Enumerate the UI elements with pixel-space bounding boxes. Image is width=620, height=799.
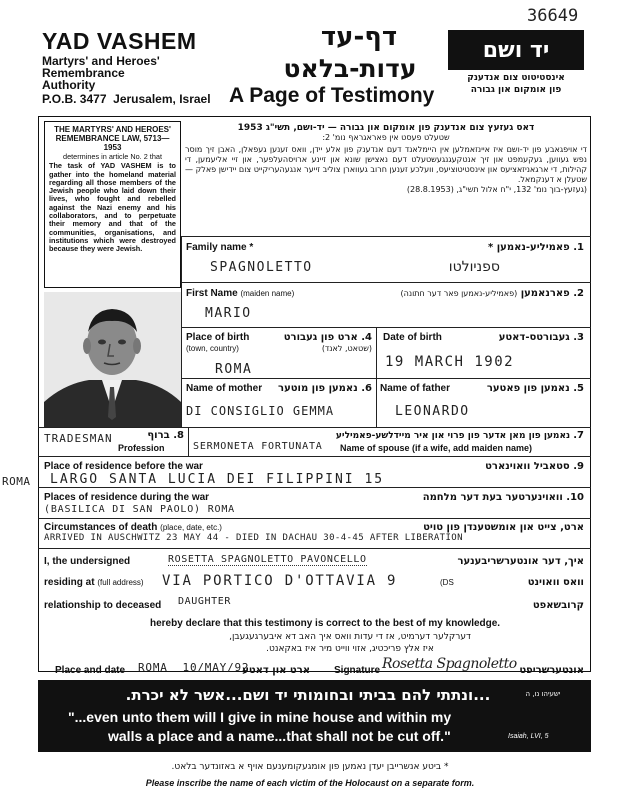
residence-before-heb-text: סטאביל וואוינארט <box>485 461 570 472</box>
undersigned-value[interactable]: ROSETTA SPAGNOLETTO PAVONCELLO <box>168 554 367 565</box>
spouse-label: Name of spouse (if a wife, add maiden name) <box>340 443 533 453</box>
hebrew-title-1: דף-עד <box>320 22 398 52</box>
footer-en: Please inscribe the name of each victim of the Holocaust on a separate form. <box>145 778 475 788</box>
banner-english-line-1: "...even unto them will I give in mine house and within my <box>68 709 452 725</box>
spouse-heb <box>290 430 584 441</box>
hebrew-law-footer: (געזעץ-בוך נומ' 132, י"ח אלול תשי"ג, (28.8.1953) <box>406 185 587 194</box>
family-name-label: Family name * <box>186 242 254 253</box>
hebrew-law <box>185 123 587 195</box>
declaration-en: hereby declare that this testimony is correct to the best of my knowledge. <box>150 618 501 629</box>
father-heb <box>480 383 584 394</box>
circumstances-label <box>44 522 222 533</box>
residence-during-heb <box>400 492 584 503</box>
victim-photo <box>44 292 181 427</box>
footer-heb: * ביטע אנשרייבן יעדן נאמען פון אומגעקומענעם אויף א באזונדער בלאט. <box>171 762 449 772</box>
law-title: THE MARTYRS' AND HEROES' REMEMBRANCE LAW, 5713—1953 <box>54 125 171 152</box>
field-number: 4. <box>361 332 372 343</box>
subtitle-line: Martyrs' and Heroes' <box>42 54 160 68</box>
undersigned-label: I, the undersigned <box>44 556 131 567</box>
place-of-birth-heb-small: (שטאט, לאנד) <box>321 344 372 353</box>
place-of-birth-label <box>186 332 249 354</box>
profession-heb-text: ברוף <box>147 430 170 441</box>
place-of-birth-text: Place of birth <box>186 332 250 343</box>
profession-value[interactable]: TRADESMAN <box>44 432 113 445</box>
town-country-note: (town, country) <box>186 344 239 353</box>
relationship-heb: קרובשאפט <box>532 600 584 611</box>
place-of-birth-heb-text: ארט פון געבורט <box>283 332 358 343</box>
yad-vashem-logo <box>448 30 584 70</box>
date-of-birth-heb <box>470 332 584 343</box>
maiden-name-note: (maiden name) <box>240 289 295 298</box>
margin-note-roma: ROMA <box>2 475 31 488</box>
portrait-image <box>44 292 181 427</box>
full-address-note: (full address) <box>97 578 144 587</box>
subtitle-line: Authority <box>42 78 96 92</box>
field-number: 8. <box>173 430 184 441</box>
page-title: A Page of Testimony <box>229 84 435 107</box>
residing-suffix: (DS <box>440 578 454 587</box>
residing-text: residing at <box>44 577 95 588</box>
first-name-heb: פארנאמען <box>520 288 570 299</box>
org-subtitle <box>42 55 160 91</box>
declaration-heb-2: איז אלץ פריכטיג, אזוי ווייט מיר איז באקאנט. <box>266 644 434 654</box>
circumstances-heb: ארט, צייט און אומשטענדן פון טויט <box>423 522 584 533</box>
hebrew-law-title: דאס געזעץ צום אנדענק פון אומקום און גבורה — יד-ושם, תשי"ג 1953 <box>237 123 535 133</box>
law-box <box>44 121 181 288</box>
circumstances-value[interactable]: ARRIVED IN AUSCHWITZ 23 MAY 44 - DIED IN DACHAU 30-4-45 AFTER LIBERATION <box>44 533 463 543</box>
mother-value[interactable]: DI CONSIGLIO GEMMA <box>186 404 335 418</box>
org-name: YAD VASHEM <box>42 28 197 54</box>
place-date-value[interactable]: ROMA 10/MAY/92 <box>138 661 250 674</box>
law-body: The task of YAD VASHEM is to gather into the homeland material regarding all those members of the Jewish people who laid down their lives, who fought and rebelled against the Nazi enemy and his collaborators, and to perpetuate their memory and that of the communities, organisations, and institutions which were destroyed because they were Jewish. <box>49 161 176 254</box>
residence-during-value[interactable]: (BASILICA DI SAN PAOLO) ROMA <box>44 504 235 515</box>
family-name-hebrew-handwriting: ספניולטו <box>448 259 500 275</box>
hebrew-law-sub: שטעלט פעסט אין פאראגראף נומ' 2: <box>322 133 450 142</box>
banner-english-ref: Isaiah, LVI, 5 <box>508 733 549 740</box>
field-number: 6. <box>361 383 372 394</box>
field-number: 5. <box>573 383 584 394</box>
spouse-value[interactable]: SERMONETA FORTUNATA <box>193 441 323 452</box>
place-of-birth-heb-row <box>270 332 372 343</box>
residence-during-heb-text: וואוינערטער בעת דער מלחמה <box>422 492 563 503</box>
family-name-label-heb <box>430 242 584 253</box>
first-name-label <box>186 288 294 299</box>
residing-value[interactable]: VIA PORTICO D'OTTAVIA 9 <box>162 573 398 589</box>
field-number: 7. <box>573 430 584 441</box>
residence-before-label: Place of residence before the war <box>44 461 203 472</box>
relationship-value[interactable]: DAUGHTER <box>178 596 231 607</box>
residing-heb: וואס וואוינט <box>527 577 584 588</box>
family-name-value[interactable]: SPAGNOLETTO <box>210 260 313 275</box>
place-of-birth-heb <box>270 332 372 354</box>
subtitle-line: Remembrance <box>42 66 125 80</box>
logo-text: יד ושם <box>482 37 550 63</box>
law-determines: determines in article No. 2 that <box>63 152 162 161</box>
place-date-heb: ארט און דאטע <box>242 665 310 676</box>
mother-heb <box>270 383 372 394</box>
undersigned-heb: איך, דער אונטערשריבענער <box>457 556 584 567</box>
field-number: 2. <box>573 288 584 299</box>
field-number: 9. <box>573 461 584 472</box>
mother-label: Name of mother <box>186 383 263 394</box>
banner-hebrew-quote: ...ונתתי להם בביתי ובחומותי יד ושם...אשר לא יכרת. <box>125 686 491 704</box>
first-name-label-heb <box>330 288 584 299</box>
field-number: 10. <box>566 492 584 503</box>
logo-caption-1: אינסטיטוט צום אנדענק <box>467 73 565 83</box>
spouse-heb-text: נאמען פון מאן אדער פון פרוי און איר מיידלשע-פאמיליע <box>335 431 571 441</box>
signature-heb: אונטערשריפט <box>519 665 584 676</box>
field-number: 3. <box>573 332 584 343</box>
profession-label: Profession <box>118 443 165 453</box>
relationship-label: relationship to deceased <box>44 600 162 611</box>
place-date-label: Place and date <box>55 665 126 676</box>
father-value[interactable]: LEONARDO <box>395 404 470 419</box>
banner-english-line-2: walls a place and a name...that shall not be cut off." <box>108 728 451 744</box>
first-name-text: First Name <box>186 288 238 299</box>
first-name-value[interactable]: MARIO <box>205 306 252 321</box>
hebrew-law-body: די אויפגאבע פון יד-ושם איז איינזאמלען אין היימלאנד דעם אנדענק פון אלע יידן, וואס זענען געפאלן, האבן זיך מוסר נפש געווען, געקעמפט און זיך אנטקעגנגעשטעלט דעם נאצישן שונא און זיינע ארויסהעלפער, און זיי אליעמען, די קהילות, די ארגאניזאציעס און אינסטיטוציעס, וועלכע זענען חרוב געווארן צוליב זייער אנגעהעריקייט צום יידישן פאלק — שטעלן א דענקמאל. <box>185 145 587 184</box>
quote-banner <box>38 680 591 752</box>
family-name-heb: פאמיליע-נאמען * <box>488 242 570 253</box>
profession-heb <box>120 430 184 441</box>
date-of-birth-label: Date of birth <box>383 332 442 343</box>
residing-label <box>44 577 144 588</box>
hebrew-title-2: עדות-בלאט <box>283 54 417 83</box>
residence-before-heb <box>440 461 584 472</box>
date-of-birth-heb-text: געבורטס-דאטע <box>498 332 570 343</box>
father-label: Name of father <box>380 383 451 394</box>
date-of-birth-value[interactable]: 19 MARCH 1902 <box>385 354 515 370</box>
mother-heb-text: נאמען פון מוטער <box>278 383 358 394</box>
residence-before-value[interactable]: LARGO SANTA LUCIA DEI FILIPPINI 15 <box>50 472 385 487</box>
first-name-heb-small: (פאמיליע-נאמען פאר דער חתונה) <box>400 289 518 298</box>
residence-during-label: Places of residence during the war <box>44 492 210 503</box>
circumstances-text: Circumstances of death <box>44 522 158 533</box>
place-of-birth-value[interactable]: ROMA <box>215 362 253 377</box>
circumstances-note: (place, date, etc.) <box>160 523 222 532</box>
banner-hebrew-ref: ישעיהו נו, ה <box>525 690 561 698</box>
org-address: P.O.B. 3477 Jerusalem, Israel <box>42 92 211 106</box>
father-heb-text: נאמען פון פאטער <box>486 383 570 394</box>
signature-value[interactable]: Rosetta Spagnoletto <box>382 656 517 672</box>
field-number: 1. <box>573 242 584 253</box>
corner-number: 36649 <box>527 6 579 26</box>
signature-label: Signature <box>334 665 381 676</box>
declaration-heb-1: דערקלער דערמיט, אז די עדות וואס איך האב דא איבערגעגעבן, <box>229 632 471 642</box>
logo-caption-2: פון אומקום און גבורה <box>470 85 562 95</box>
